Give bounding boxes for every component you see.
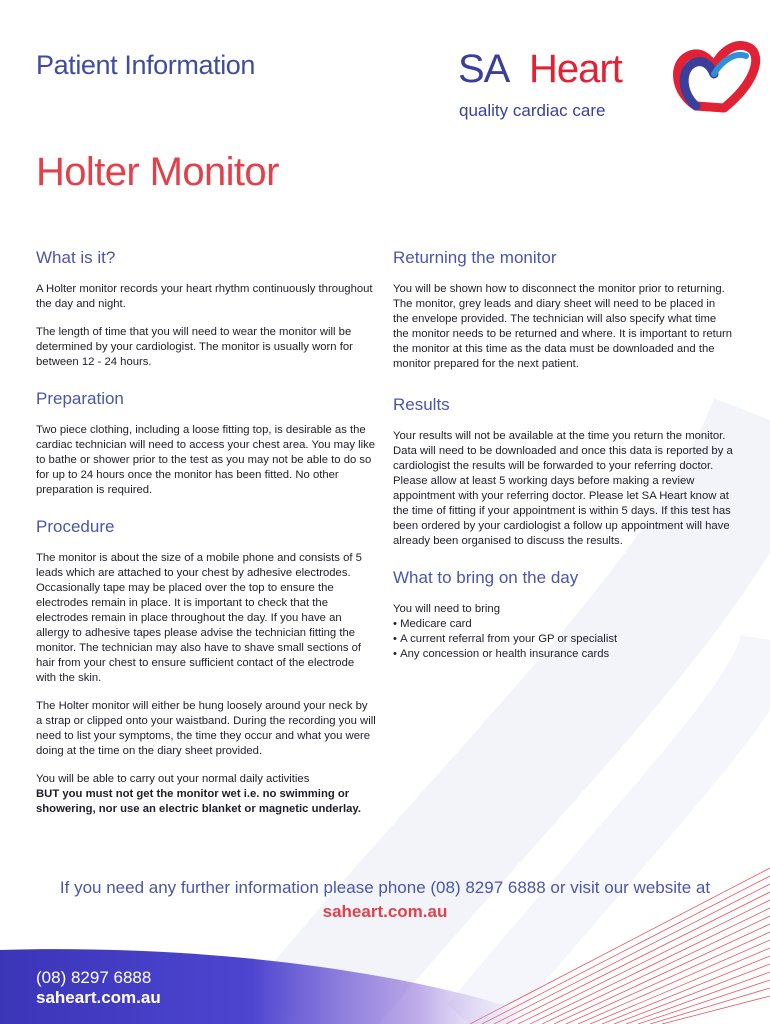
procedure-paragraph-3 <box>36 772 376 817</box>
what-is-it-paragraph-2: The length of time that you will need to wear the monitor will be determined by your cardiologist. The monitor is usually worn for between 12 - 24 hours. <box>36 326 353 368</box>
results-paragraph: Your results will not be available at the time you return the monitor. Data will need to be downloaded and once this data is reported by a cardiologist the results will be forwarded to your referring doctor. Please allow at least 5 working days before making a review appointment with your referring doctor. Please let SA Heart know at the time of fitting if your appointment is within 5 days. If this test has been ordered by your cardiologist a follow up appointment will have already been organised to discuss the results. <box>393 430 733 547</box>
heading-results: Results <box>393 395 450 414</box>
list-item: • A current referral from your GP or specialist <box>393 632 733 647</box>
right-column <box>393 248 733 662</box>
returning-paragraph: You will be shown how to disconnect the monitor prior to returning. The monitor, grey leads and diary sheet will need to be placed in the envelope provided. The technician will also specify what time the monitor needs to be returned and where. It is important to return the monitor at this time as the data must be downloaded and the monitor prepared for the next patient. <box>393 283 733 370</box>
contact-info-line: If you need any further information please phone (08) 8297 6888 or visit our website at <box>59 878 711 897</box>
document-title: Holter Monitor <box>36 150 279 194</box>
footer-website[interactable]: saheart.com.au <box>36 988 161 1007</box>
logo-heart-text: Heart <box>529 47 622 91</box>
preparation-paragraph: Two piece clothing, including a loose fitting top, is desirable as the cardiac technician will need to access your chest area. You may like to bathe or shower prior to the test as you may not be able to do so for up to 24 hours once the monitor has been fitted. No other preparation is required. <box>36 424 376 496</box>
procedure-activities-text: You will be able to carry out your normal daily activities <box>36 773 310 785</box>
heading-returning-the-monitor: Returning the monitor <box>393 248 557 267</box>
list-item: • Medicare card <box>393 617 733 632</box>
logo-sa-text: SA <box>458 47 510 91</box>
bring-intro: You will need to bring <box>393 603 500 615</box>
heart-ribbon-icon <box>666 34 762 120</box>
logo-tagline: quality cardiac care <box>459 101 606 120</box>
left-column <box>36 248 376 830</box>
header-label: Patient Information <box>36 50 256 80</box>
saheart-logo <box>458 34 764 126</box>
bring-list <box>393 617 733 662</box>
heading-what-to-bring: What to bring on the day <box>393 568 579 587</box>
heading-procedure: Procedure <box>36 517 115 536</box>
footer-phone: (08) 8297 6888 <box>36 968 152 987</box>
contact-website-link[interactable]: saheart.com.au <box>322 902 448 921</box>
procedure-paragraph-1: The monitor is about the size of a mobile phone and consists of 5 leads which are attached to your chest by adhesive electrodes. Occasionally tape may be placed over the top to ensure the electrodes remain in place. It is important to check that the electrodes remain in place throughout the day. If you have an allergy to adhesive tapes please advise the technician fitting the monitor. The technician may also have to shave small sections of hair from your chest to ensure sufficient contact of the electrode with the skin. <box>36 552 362 684</box>
what-is-it-paragraph-1: A Holter monitor records your heart rhythm continuously throughout the day and night. <box>36 283 373 310</box>
list-item: • Any concession or health insurance cards <box>393 647 733 662</box>
heading-what-is-it: What is it? <box>36 248 116 267</box>
procedure-paragraph-2: The Holter monitor will either be hung loosely around your neck by a strap or clipped onto your waistband. During the recording you will need to list your symptoms, the time they occur and what you were doing at the time on the diary sheet provided. <box>36 700 376 757</box>
procedure-warning-text: BUT you must not get the monitor wet i.e. no swimming or showering, nor use an electric blanket or magnetic underlay. <box>36 788 361 815</box>
heading-preparation: Preparation <box>36 389 124 408</box>
